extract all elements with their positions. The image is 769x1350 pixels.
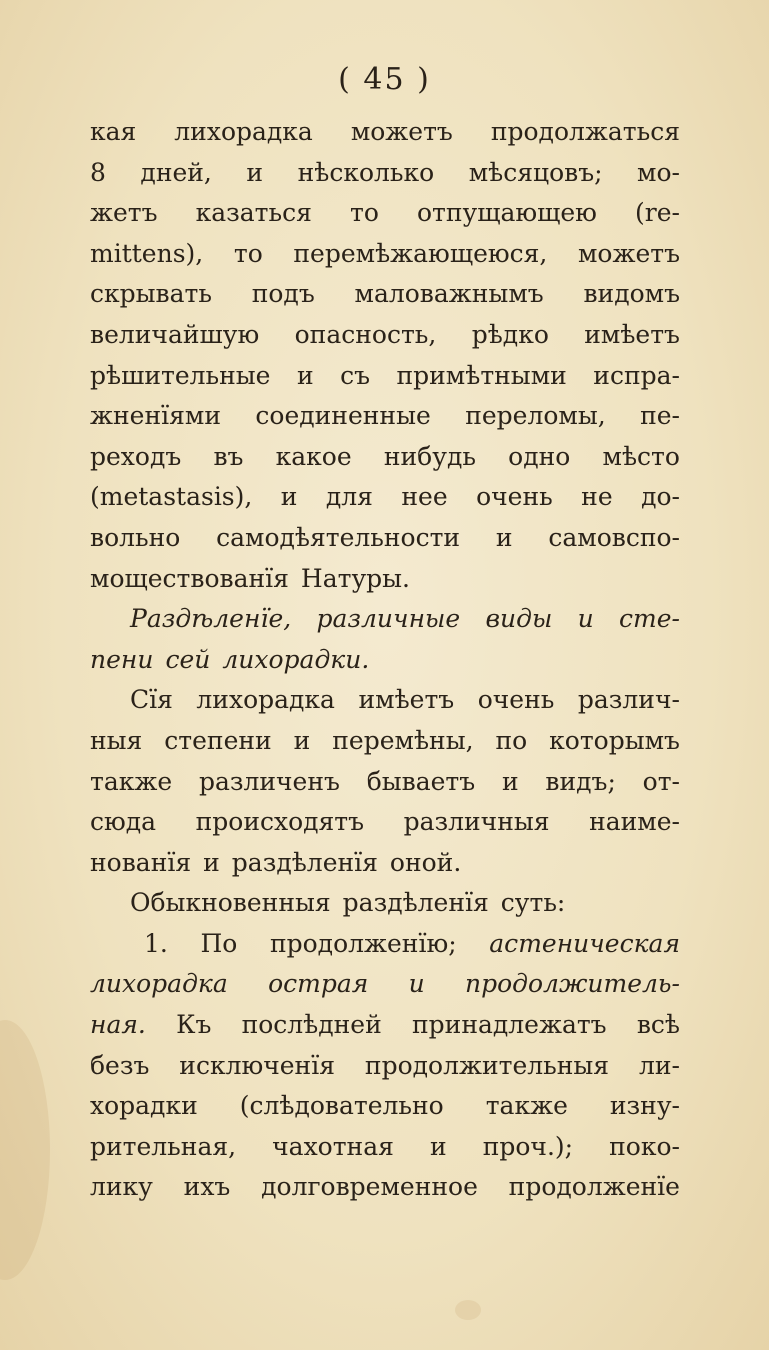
word: можетъ [577, 238, 680, 268]
text-line [90, 640, 680, 681]
text-line [90, 356, 680, 397]
word: также [485, 1091, 568, 1121]
text-line [90, 274, 680, 315]
word: (re- [635, 198, 680, 228]
word: пени [90, 644, 154, 674]
word: Обыкновенныя [130, 888, 331, 918]
word: мо- [637, 157, 680, 187]
word: Натуры. [300, 563, 411, 593]
word: поко- [609, 1131, 680, 1161]
word: ная. [90, 1010, 146, 1040]
word: исключенїя [179, 1050, 335, 1080]
word: принадлежатъ [411, 1010, 607, 1040]
word: опасность, [294, 319, 437, 349]
text-line [90, 883, 680, 924]
word: и [293, 725, 311, 755]
word: Раздѣленїе, [130, 604, 292, 634]
word: жетъ [90, 198, 158, 228]
text-line [90, 518, 680, 559]
word: ихъ [183, 1172, 231, 1202]
text-line [90, 1167, 680, 1208]
word: нѣсколько [297, 157, 435, 187]
word: видъ; [545, 766, 616, 796]
word: нованїя [90, 847, 192, 877]
word: самодѣятельности [216, 522, 461, 552]
word: (metastasis), [90, 482, 253, 512]
word: лихорадка [196, 685, 335, 715]
word: по [495, 725, 528, 755]
word: и [429, 1131, 447, 1161]
body-text [90, 112, 680, 1208]
word: рѣшительные [90, 360, 271, 390]
text-line [90, 721, 680, 762]
word: и [495, 522, 513, 552]
word: можетъ [350, 117, 453, 146]
word: астеническая [489, 928, 680, 958]
word: продолжитель- [465, 969, 680, 999]
word: перемѣны, [332, 725, 474, 755]
text-line [90, 559, 680, 600]
word: моществованїя [90, 563, 289, 593]
word: съ [340, 360, 370, 390]
word: мѣсто [602, 441, 680, 471]
word: бываетъ [366, 766, 476, 796]
text-line [90, 843, 680, 884]
text-line [90, 1086, 680, 1127]
word: долговременное [261, 1172, 478, 1202]
word: самовспо- [548, 522, 680, 552]
word: до- [641, 482, 680, 512]
text-line [90, 1127, 680, 1168]
word: проч.); [482, 1131, 574, 1161]
word: продолженїю; [269, 928, 457, 958]
word: сей [165, 644, 211, 674]
text-line [90, 315, 680, 356]
word: то [349, 198, 379, 228]
word: также [90, 766, 173, 796]
word: виды [485, 604, 553, 634]
word: очень [476, 482, 553, 512]
word: имѣетъ [584, 319, 680, 349]
text-line [90, 193, 680, 234]
word: реходъ [90, 441, 182, 471]
word: кая [90, 117, 137, 146]
text-line [90, 680, 680, 721]
word: сюда [90, 807, 157, 837]
word: то [233, 238, 263, 268]
text-line [90, 437, 680, 478]
word: подъ [251, 279, 315, 309]
word: Сїя [130, 685, 173, 715]
word: казаться [195, 198, 312, 228]
word: чахотная [272, 1131, 394, 1161]
word: въ [213, 441, 244, 471]
word: лику [90, 1172, 153, 1202]
text-line [90, 1005, 680, 1046]
word: ныя [90, 725, 143, 755]
word: лихорадка [174, 117, 313, 146]
word: оной. [389, 847, 462, 877]
word: дней, [140, 157, 212, 187]
text-line [90, 964, 680, 1005]
word: испра- [593, 360, 680, 390]
text-line [90, 234, 680, 275]
word: сте- [619, 604, 680, 634]
word: пе- [640, 401, 680, 431]
word: изну- [609, 1091, 680, 1121]
word: соединенные [255, 401, 431, 431]
word: и [296, 360, 314, 390]
word: и [280, 482, 298, 512]
word: Къ [176, 1010, 212, 1040]
word: перемѣжающеюся, [293, 238, 548, 268]
word: мѣсяцовъ; [468, 157, 603, 187]
word: безъ [90, 1050, 150, 1080]
word: не [581, 482, 613, 512]
text-line [90, 153, 680, 194]
word: и [501, 766, 519, 796]
word: ли- [638, 1050, 680, 1080]
word: переломы, [465, 401, 606, 431]
word: скрывать [90, 279, 212, 309]
word: нибудь [383, 441, 476, 471]
word: наиме- [589, 807, 680, 837]
word: и [408, 969, 425, 999]
word: степени [164, 725, 272, 755]
word: острая [268, 969, 369, 999]
word: какое [275, 441, 352, 471]
word: суть: [500, 888, 566, 918]
text-line [90, 477, 680, 518]
word: раздѣленїя [231, 847, 378, 877]
word: от- [642, 766, 680, 796]
word: и [577, 604, 594, 634]
word: лихорадки. [222, 644, 370, 674]
word: рѣдко [471, 319, 549, 349]
paper-stain [0, 1020, 50, 1280]
word: продолжаться [490, 117, 680, 146]
word: видомъ [583, 279, 680, 309]
word: происходятъ [195, 807, 365, 837]
word: лихорадка [90, 969, 228, 999]
text-line [90, 762, 680, 803]
page-number: ( 45 ) [338, 62, 431, 97]
word: вольно [90, 522, 181, 552]
word: различенъ [198, 766, 340, 796]
word: для [325, 482, 373, 512]
word: всѣ [636, 1010, 680, 1040]
text-line [90, 112, 680, 153]
word: примѣтными [396, 360, 567, 390]
word: различ- [577, 685, 680, 715]
word: которымъ [549, 725, 680, 755]
word: одно [508, 441, 571, 471]
word: раздѣленїя [342, 888, 489, 918]
word: различныя [403, 807, 550, 837]
text-line [90, 802, 680, 843]
word: послѣдней [241, 1010, 382, 1040]
text-line [90, 396, 680, 437]
word: 8 [90, 157, 106, 187]
word: нее [401, 482, 448, 512]
word: хорадки [90, 1091, 198, 1121]
paper-stain [455, 1300, 481, 1320]
word: (слѣдовательно [239, 1091, 444, 1121]
word: различные [316, 604, 461, 634]
word: рительная, [90, 1131, 237, 1161]
word: отпущающею [416, 198, 597, 228]
text-line [90, 924, 680, 965]
word: маловажнымъ [354, 279, 544, 309]
text-line [90, 599, 680, 640]
word: очень [477, 685, 555, 715]
word: жненїями [90, 401, 221, 431]
word: продолженїе [508, 1172, 680, 1202]
word: продолжительныя [364, 1050, 610, 1080]
word: величайшую [90, 319, 260, 349]
text-line [90, 1046, 680, 1087]
word: mittens), [90, 238, 204, 268]
word: имѣетъ [358, 685, 455, 715]
word: 1. [144, 928, 168, 958]
word: и [203, 847, 220, 877]
word: и [246, 157, 264, 187]
word: По [200, 928, 238, 958]
